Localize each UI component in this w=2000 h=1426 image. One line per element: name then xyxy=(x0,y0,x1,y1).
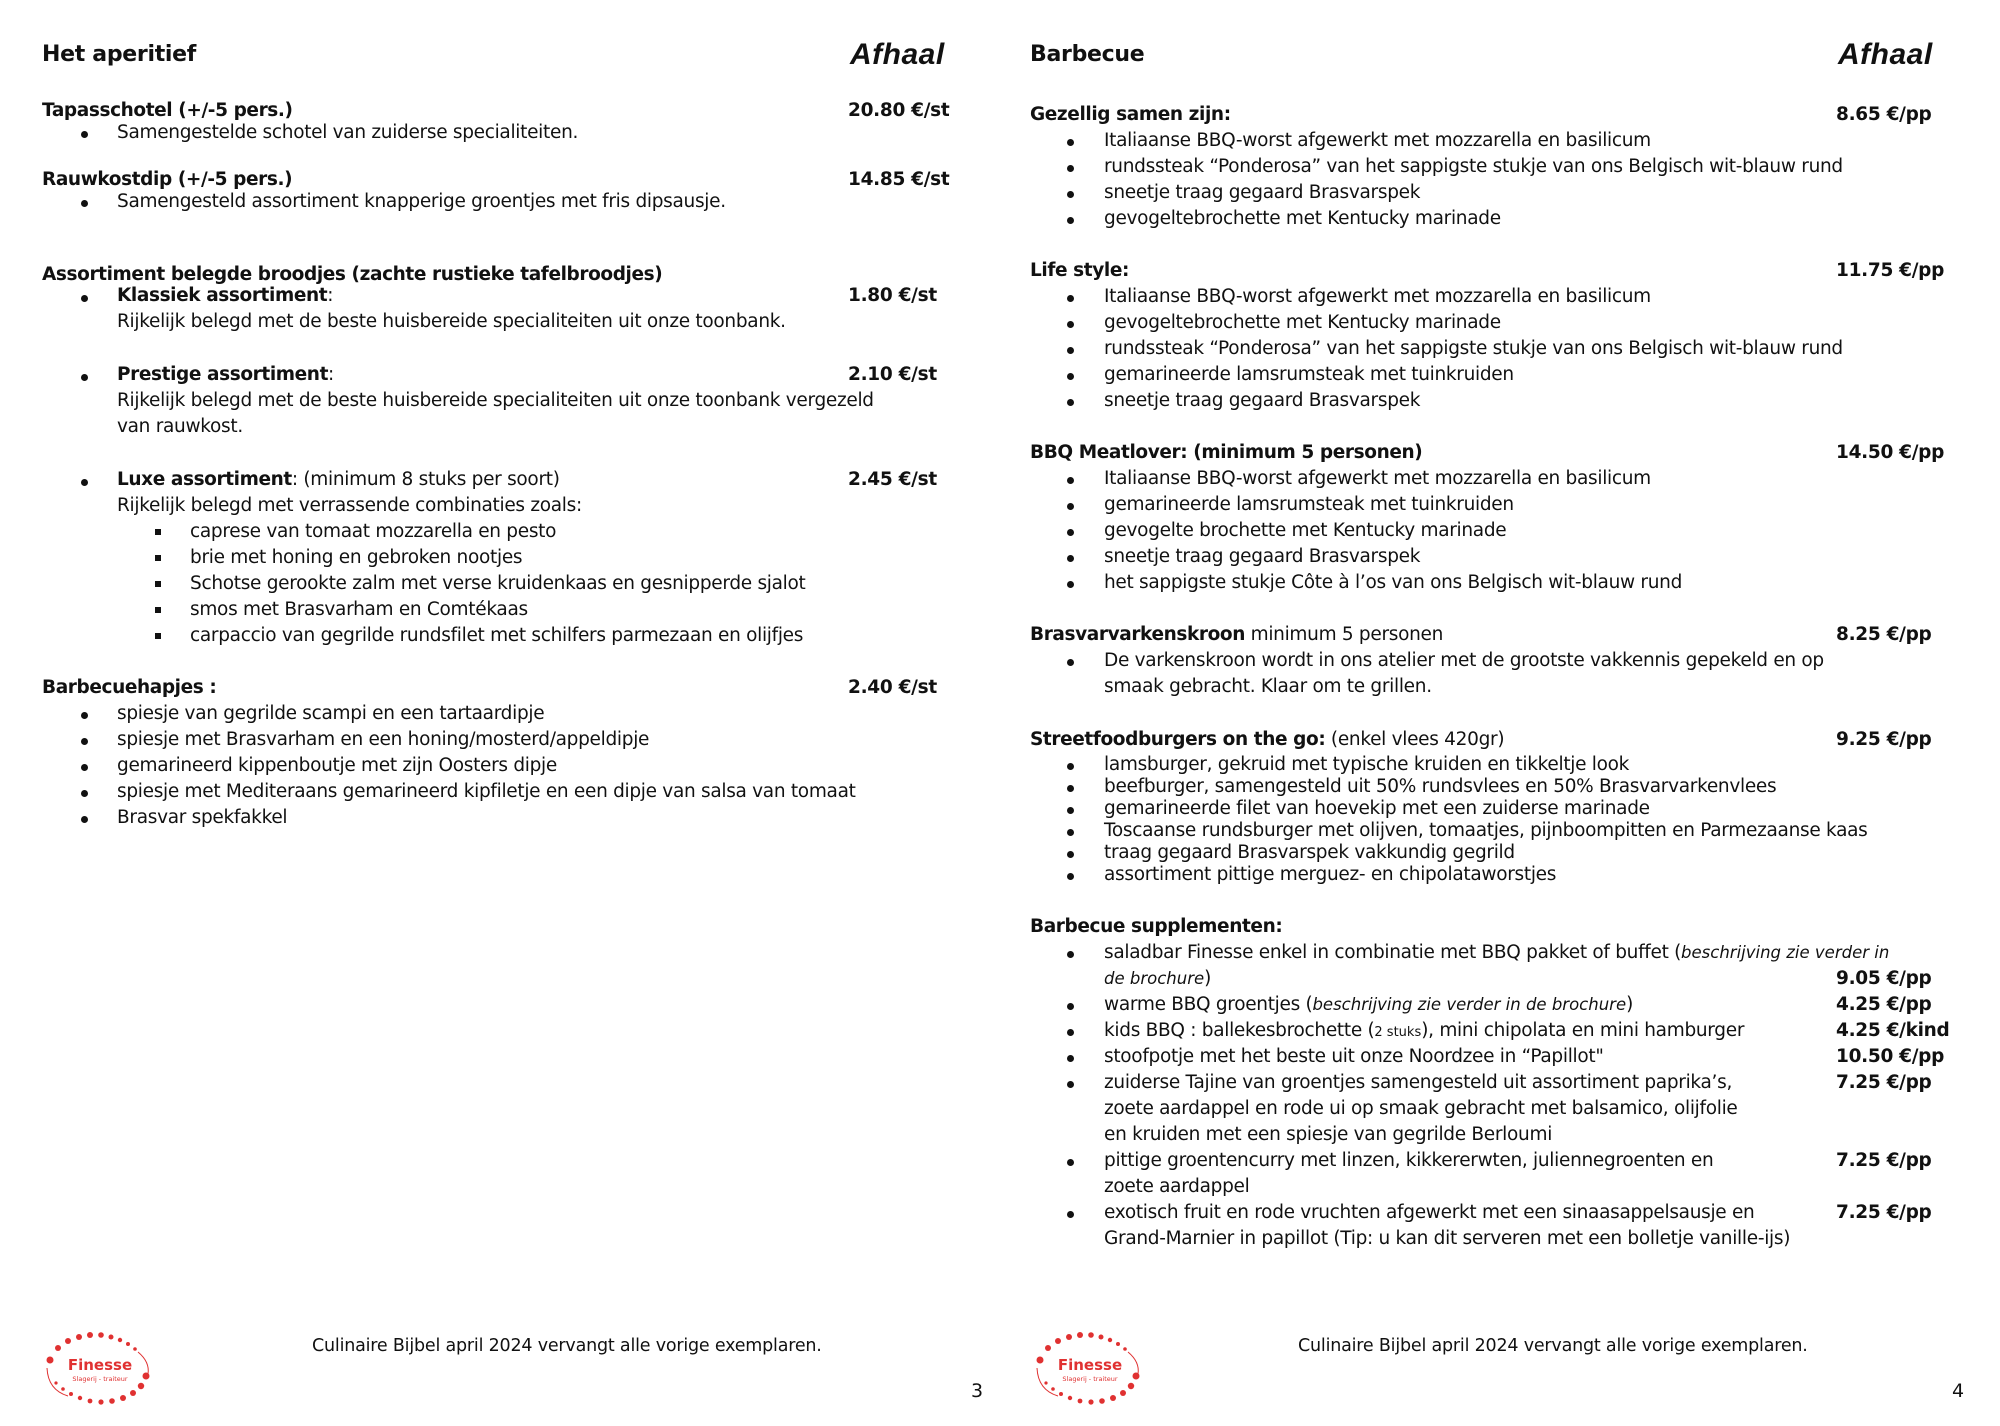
item-description: De varkenskroon wordt in ons atelier met de grootste vakkennis gepekeld en op xyxy=(1104,650,1824,671)
footer-text: Culinaire Bijbel april 2024 vervangt alle vorige exemplaren. xyxy=(1298,1336,1808,1356)
bullet-icon xyxy=(1067,659,1074,666)
bullet-icon xyxy=(1067,555,1074,562)
item-name: Gezellig samen zijn: xyxy=(1030,104,1231,125)
bullet-icon xyxy=(1067,191,1074,198)
list-item: Italiaanse BBQ-worst afgewerkt met mozzarella en basilicum xyxy=(1104,468,1651,489)
bullet-icon xyxy=(1067,951,1074,958)
bullet-icon xyxy=(1067,807,1074,814)
item-name: Prestige assortiment xyxy=(117,364,329,385)
item-price: 4.25 €/kind xyxy=(1836,1020,1950,1041)
list-item: Italiaanse BBQ-worst afgewerkt met mozzarella en basilicum xyxy=(1104,130,1651,151)
item-heading-burgers xyxy=(1030,729,1504,750)
bullet-icon xyxy=(81,790,88,797)
list-item: rundssteak “Ponderosa” van het sappigste stukje van ons Belgisch wit-blauw rund xyxy=(1104,338,1843,359)
item-heading-kroon xyxy=(1030,624,1443,645)
item-note: (minimum 8 stuks per soort) xyxy=(297,469,560,490)
bullet-icon xyxy=(81,295,88,302)
bullet-icon xyxy=(81,479,88,486)
item-price: 7.25 €/pp xyxy=(1836,1150,1932,1171)
bullet-icon xyxy=(1067,1159,1074,1166)
supplement-small: 2 stuks xyxy=(1374,1025,1422,1040)
bullet-icon xyxy=(1067,873,1074,880)
bullet-icon xyxy=(1067,477,1074,484)
list-item: Schotse gerookte zalm met verse kruidenkaas en gesnipperde sjalot xyxy=(190,573,806,594)
afhaal-label: Afhaal xyxy=(1838,38,1933,71)
item-name: Luxe assortiment xyxy=(117,469,292,490)
bullet-icon xyxy=(1067,139,1074,146)
bullet-icon xyxy=(1067,503,1074,510)
supplement-kids xyxy=(1104,1020,1744,1041)
square-bullet-icon xyxy=(155,581,161,587)
bullet-icon xyxy=(81,816,88,823)
item-name: Brasvarvarkenskroon xyxy=(1030,624,1246,645)
square-bullet-icon xyxy=(155,555,161,561)
item-price: 4.25 €/pp xyxy=(1836,994,1932,1015)
colon: : xyxy=(291,469,298,490)
logo-name: Finesse xyxy=(1057,1356,1123,1374)
list-item: traag gegaard Brasvarspek vakkundig gegrild xyxy=(1104,842,1515,863)
logo-tagline: Slagerij - traiteur xyxy=(1062,1375,1118,1383)
bullet-icon xyxy=(1067,1211,1074,1218)
list-item: Toscaanse rundsburger met olijven, tomaatjes, pijnboompitten en Parmezaanse kaas xyxy=(1104,820,1868,841)
list-item: gemarineerd kippenboutje met zijn Oosters dipje xyxy=(117,755,557,776)
list-item: sneetje traag gegaard Brasvarspek xyxy=(1104,390,1421,411)
list-item: Brasvar spekfakkel xyxy=(117,807,288,828)
list-item: beefburger, samengesteld uit 50% rundsvlees en 50% Brasvarvarkenvlees xyxy=(1104,776,1777,797)
list-item: rundssteak “Ponderosa” van het sappigste stukje van ons Belgisch wit-blauw rund xyxy=(1104,156,1843,177)
logo-name: Finesse xyxy=(67,1356,133,1374)
item-description: Rijkelijk belegd met de beste huisbereide specialiteiten uit onze toonbank. xyxy=(117,311,786,332)
list-item: spiesje van gegrilde scampi en een tartaardipje xyxy=(117,703,545,724)
square-bullet-icon xyxy=(155,607,161,613)
supplement-text: kids BBQ : ballekesbrochette ( xyxy=(1104,1020,1375,1041)
colon: : xyxy=(327,285,334,306)
item-description: Rijkelijk belegd met verrassende combinaties zoals: xyxy=(117,495,582,516)
item-price: 14.50 €/pp xyxy=(1836,442,1945,463)
right-page xyxy=(1000,0,2000,1426)
bullet-icon xyxy=(1067,851,1074,858)
supplement-text: warme BBQ groentjes ( xyxy=(1104,994,1313,1015)
supplement-italic: beschrijving zie verder in xyxy=(1681,943,1890,962)
square-bullet-icon xyxy=(155,529,161,535)
item-price: 7.25 €/pp xyxy=(1836,1072,1932,1093)
item-name: Rauwkostdip (+/-5 pers.) xyxy=(42,169,293,190)
bullet-icon xyxy=(1067,763,1074,770)
list-item: smos met Brasvarham en Comtékaas xyxy=(190,599,528,620)
list-item: gemarineerde lamsrumsteak met tuinkruiden xyxy=(1104,494,1514,515)
item-price: 14.85 €/st xyxy=(848,169,950,190)
supplement-saladbar-line1 xyxy=(1104,942,1889,963)
list-item: assortiment pittige merguez- en chipolataworstjes xyxy=(1104,864,1557,885)
item-name: Barbecue supplementen: xyxy=(1030,916,1283,937)
bullet-icon xyxy=(81,712,88,719)
list-item: Italiaanse BBQ-worst afgewerkt met mozzarella en basilicum xyxy=(1104,286,1651,307)
bullet-icon xyxy=(1067,1029,1074,1036)
item-description: Rijkelijk belegd met de beste huisbereide specialiteiten uit onze toonbank vergezeld xyxy=(117,390,874,411)
bullet-icon xyxy=(81,200,88,207)
item-price: 20.80 €/st xyxy=(848,100,950,121)
paren-close: ) xyxy=(1626,994,1634,1015)
item-price: 8.65 €/pp xyxy=(1836,104,1932,125)
bullet-icon xyxy=(1067,1081,1074,1088)
supplement-italic: de brochure xyxy=(1104,969,1205,988)
item-name: Life style: xyxy=(1030,260,1129,281)
supplement-fruit: Grand-Marnier in papillot (Tip: u kan dit serveren met een bolletje vanille-ijs) xyxy=(1104,1228,1791,1249)
bullet-icon xyxy=(1067,165,1074,172)
item-name: Tapasschotel (+/-5 pers.) xyxy=(42,100,293,121)
footer-text: Culinaire Bijbel april 2024 vervangt alle vorige exemplaren. xyxy=(312,1336,822,1356)
supplement-saladbar-line2 xyxy=(1104,968,1211,989)
item-price: 9.05 €/pp xyxy=(1836,968,1932,989)
item-name-klassiek xyxy=(117,285,333,306)
item-price: 1.80 €/st xyxy=(848,285,937,306)
list-item: gemarineerde filet van hoevekip met een zuiderse marinade xyxy=(1104,798,1650,819)
item-price: 2.45 €/st xyxy=(848,469,937,490)
item-price: 8.25 €/pp xyxy=(1836,624,1932,645)
item-description: Samengestelde schotel van zuiderse specialiteiten. xyxy=(117,122,579,143)
list-item: sneetje traag gegaard Brasvarspek xyxy=(1104,182,1421,203)
bullet-icon xyxy=(1067,373,1074,380)
supplement-text: ), mini chipolata en mini hamburger xyxy=(1421,1020,1745,1041)
supplement-text: saladbar Finesse enkel in combinatie met BBQ pakket of buffet ( xyxy=(1104,942,1682,963)
bullet-icon xyxy=(1067,1003,1074,1010)
list-item: spiesje met Mediteraans gemarineerd kipfiletje en een dipje van salsa van tomaat xyxy=(117,781,856,802)
item-description: smaak gebracht. Klaar om te grillen. xyxy=(1104,676,1432,697)
item-description: van rauwkost. xyxy=(117,416,243,437)
item-name: BBQ Meatlover: (minimum 5 personen) xyxy=(1030,442,1423,463)
page-number: 3 xyxy=(971,1380,984,1402)
list-item: gevogelte brochette met Kentucky marinade xyxy=(1104,520,1507,541)
bullet-icon xyxy=(1067,785,1074,792)
item-name: Barbecuehapjes : xyxy=(42,677,217,698)
list-item: sneetje traag gegaard Brasvarspek xyxy=(1104,546,1421,567)
bullet-icon xyxy=(1067,829,1074,836)
bullet-icon xyxy=(1067,1055,1074,1062)
supplement-groentjes xyxy=(1104,994,1633,1015)
supplement-italic: beschrijving zie verder in de brochure xyxy=(1312,995,1627,1014)
logo-tagline: Slagerij - traiteur xyxy=(72,1375,128,1383)
supplement-fruit: exotisch fruit en rode vruchten afgewerkt met een sinaasappelsausje en xyxy=(1104,1202,1755,1223)
colon: : xyxy=(328,364,334,385)
afhaal-label: Afhaal xyxy=(850,38,945,71)
item-price: 9.25 €/pp xyxy=(1836,729,1932,750)
item-name-prestige xyxy=(117,364,334,385)
square-bullet-icon xyxy=(155,633,161,639)
bullet-icon xyxy=(81,374,88,381)
supplement-stoofpotje: stoofpotje met het beste uit onze Noordzee in “Papillot" xyxy=(1104,1046,1604,1067)
section-title: Het aperitief xyxy=(42,42,197,67)
list-item: caprese van tomaat mozzarella en pesto xyxy=(190,521,557,542)
list-item: brie met honing en gebroken nootjes xyxy=(190,547,523,568)
item-price: 11.75 €/pp xyxy=(1836,260,1945,281)
bullet-icon xyxy=(1067,295,1074,302)
item-price: 7.25 €/pp xyxy=(1836,1202,1932,1223)
item-description: Samengesteld assortiment knapperige groentjes met fris dipsausje. xyxy=(117,191,726,212)
bullet-icon xyxy=(81,131,88,138)
supplement-curry: zoete aardappel xyxy=(1104,1176,1250,1197)
supplement-tajine: zuiderse Tajine van groentjes samengesteld uit assortiment paprika’s, xyxy=(1104,1072,1733,1093)
bullet-icon xyxy=(1067,581,1074,588)
section-title: Barbecue xyxy=(1030,42,1145,67)
paren-close: ) xyxy=(1204,968,1212,989)
list-item: carpaccio van gegrilde rundsfilet met schilfers parmezaan en olijfjes xyxy=(190,625,804,646)
list-item: lamsburger, gekruid met typische kruiden en tikkeltje look xyxy=(1104,754,1630,775)
list-item: gemarineerde lamsrumsteak met tuinkruiden xyxy=(1104,364,1514,385)
list-item: gevogeltebrochette met Kentucky marinade xyxy=(1104,208,1501,229)
item-name: Streetfoodburgers on the go: xyxy=(1030,729,1326,750)
supplement-curry: pittige groentencurry met linzen, kikkererwten, juliennegroenten en xyxy=(1104,1150,1714,1171)
item-name-luxe xyxy=(117,469,560,490)
bullet-icon xyxy=(1067,529,1074,536)
item-note: (enkel vlees 420gr) xyxy=(1325,729,1505,750)
bullet-icon xyxy=(1067,321,1074,328)
item-price: 2.10 €/st xyxy=(848,364,937,385)
bullet-icon xyxy=(81,764,88,771)
item-price: 10.50 €/pp xyxy=(1836,1046,1945,1067)
bullet-icon xyxy=(1067,347,1074,354)
list-item: het sappigste stukje Côte à l’os van ons Belgisch wit-blauw rund xyxy=(1104,572,1683,593)
item-price: 2.40 €/st xyxy=(848,677,937,698)
list-item: gevogeltebrochette met Kentucky marinade xyxy=(1104,312,1501,333)
item-note: minimum 5 personen xyxy=(1245,624,1444,645)
list-item: spiesje met Brasvarham en een honing/mosterd/appeldipje xyxy=(117,729,650,750)
item-name: Klassiek assortiment xyxy=(117,285,328,306)
page-number: 4 xyxy=(1952,1380,1965,1402)
supplement-tajine: en kruiden met een spiesje van gegrilde Berloumi xyxy=(1104,1124,1553,1145)
finesse-logo xyxy=(1028,1330,1148,1410)
section-heading: Assortiment belegde broodjes (zachte rustieke tafelbroodjes) xyxy=(42,264,663,285)
finesse-logo xyxy=(38,1330,158,1410)
bullet-icon xyxy=(81,738,88,745)
bullet-icon xyxy=(1067,399,1074,406)
supplement-tajine: zoete aardappel en rode ui op smaak gebracht met balsamico, olijfolie xyxy=(1104,1098,1738,1119)
bullet-icon xyxy=(1067,217,1074,224)
